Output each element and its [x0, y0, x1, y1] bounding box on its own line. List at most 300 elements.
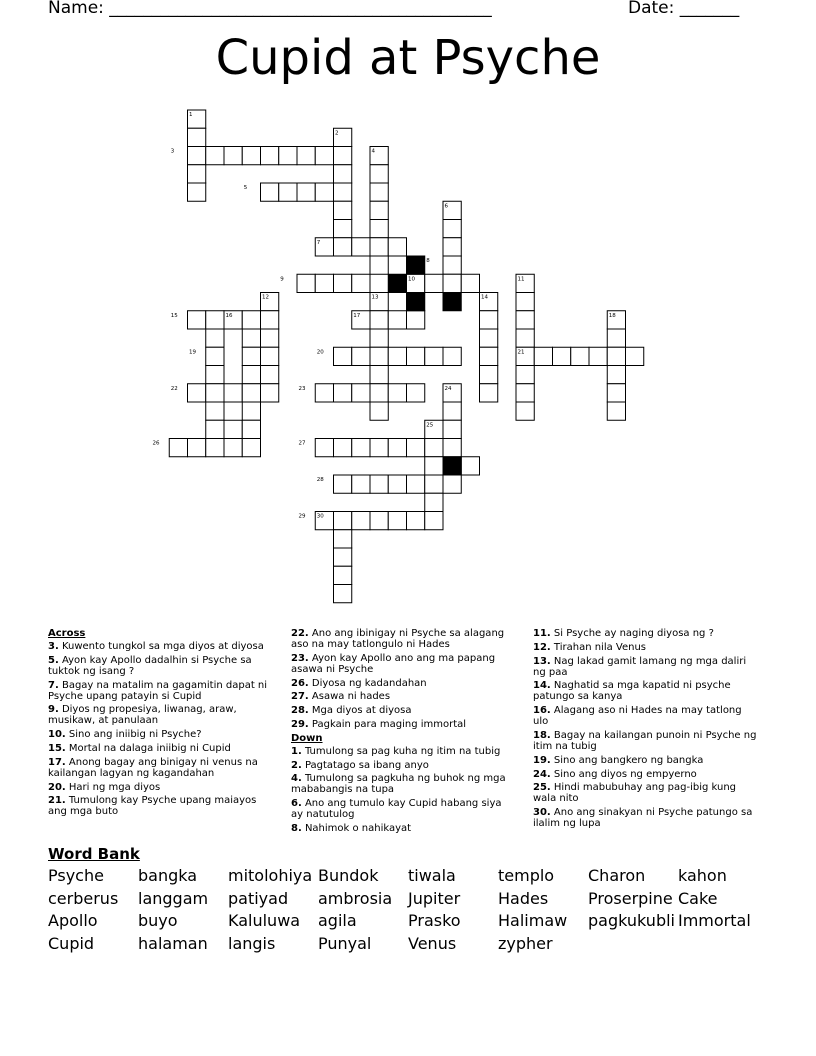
clue-text: Ano ang tumulo kay Cupid habang siya ay natutulog: [291, 798, 502, 821]
clue-number-29: 29: [298, 513, 306, 520]
clue-number: 17.: [48, 756, 66, 768]
grid-cell[interactable]: [352, 238, 370, 256]
clue-item: [291, 798, 515, 820]
grid-cell[interactable]: [334, 585, 352, 603]
clue-item: [291, 628, 515, 650]
clue-number-2: 2: [335, 130, 339, 137]
grid-cell[interactable]: [607, 329, 625, 347]
grid-cell[interactable]: [334, 475, 352, 493]
clue-item: [533, 769, 757, 780]
grid-cell[interactable]: [407, 475, 425, 493]
word-bank-item: Prasko: [408, 911, 461, 930]
word-bank-item: bangka: [138, 866, 198, 885]
grid-cell[interactable]: [443, 402, 461, 420]
grid-cell[interactable]: [242, 420, 260, 438]
clue-item: [533, 680, 757, 702]
clue-text: Ano ang sinakyan ni Psyche patungo sa ilalim ng lupa: [533, 807, 753, 830]
grid-cell[interactable]: [407, 311, 425, 329]
grid-cell[interactable]: [443, 238, 461, 256]
grid-cell[interactable]: [516, 402, 534, 420]
grid-cell[interactable]: [261, 384, 279, 402]
grid-cell[interactable]: [626, 347, 644, 365]
grid-cell[interactable]: [279, 147, 297, 165]
grid-cell[interactable]: [607, 347, 625, 365]
grid-cell[interactable]: [425, 475, 443, 493]
grid-cell[interactable]: [261, 366, 279, 384]
word-bank-item: Psyche: [48, 866, 104, 885]
grid-cell[interactable]: [334, 384, 352, 402]
grid-black-cell: [407, 256, 425, 274]
word-bank-item: Kaluluwa: [228, 911, 301, 930]
grid-cell[interactable]: [188, 384, 206, 402]
clue-number-13: 13: [371, 294, 379, 301]
grid-cell[interactable]: [334, 183, 352, 201]
grid-cell[interactable]: [297, 183, 315, 201]
grid-cell[interactable]: [261, 147, 279, 165]
clue-item: [533, 730, 757, 752]
grid-cell[interactable]: [370, 439, 388, 457]
word-bank-item: Proserpine: [588, 888, 673, 908]
grid-cell[interactable]: [224, 439, 242, 457]
grid-cell[interactable]: [370, 220, 388, 238]
grid-cell[interactable]: [443, 475, 461, 493]
grid-cell[interactable]: [242, 384, 260, 402]
grid-cell[interactable]: [370, 201, 388, 219]
clue-number-26: 26: [152, 440, 160, 447]
grid-cell[interactable]: [297, 147, 315, 165]
clue-number: 29.: [291, 718, 309, 730]
clue-number: 25.: [533, 782, 551, 794]
word-bank-title: Word Bank: [48, 845, 140, 863]
clue-number: 16.: [533, 705, 551, 717]
grid-cell[interactable]: [480, 311, 498, 329]
grid-cell[interactable]: [553, 347, 571, 365]
clue-number-8: 8: [426, 258, 430, 264]
clue-text: Sino ang diyos ng empyerno: [553, 768, 697, 780]
grid-cell[interactable]: [334, 530, 352, 548]
clue-number: 5.: [48, 654, 59, 666]
word-bank-item: cerberus: [48, 888, 119, 908]
grid-cell[interactable]: [370, 384, 388, 402]
clue-number: 1.: [291, 745, 302, 757]
clue-number-23: 23: [298, 385, 306, 392]
clue-text: Naghatid sa mga kapatid ni psyche patungo sa kanya: [533, 680, 731, 703]
word-bank-item: pagkukubli: [588, 911, 675, 930]
grid-cell[interactable]: [242, 347, 260, 365]
clue-number: 14.: [533, 680, 551, 692]
word-bank-item: Immortal: [678, 911, 751, 930]
grid-cell[interactable]: [206, 311, 224, 329]
clue-item: [48, 743, 276, 754]
clue-item: [48, 757, 276, 779]
grid-cell[interactable]: [480, 384, 498, 402]
clue-item: [291, 678, 515, 689]
grid-cell[interactable]: [407, 439, 425, 457]
clue-text: Bagay na kailangan punoin ni Psyche ng itim na tubig: [533, 729, 757, 752]
grid-cell[interactable]: [443, 256, 461, 274]
clue-text: Sino ang bangkero ng bangka: [553, 754, 704, 766]
word-bank-item: tiwala: [408, 866, 456, 885]
clue-number: 12.: [533, 641, 551, 653]
clue-number-19: 19: [189, 349, 196, 356]
clue-text: Tumulong sa pagkuha ng buhok ng mga mababangis na tupa: [291, 773, 506, 796]
word-bank-item: zypher: [498, 933, 553, 953]
clue-number: 19.: [533, 754, 551, 766]
clue-number-10: 10: [408, 276, 415, 283]
clue-text: Kuwento tungkol sa mga diyos at diyosa: [61, 641, 264, 652]
clue-item: [291, 746, 515, 757]
clue-number: 10.: [48, 729, 66, 741]
clue-item: [48, 655, 276, 677]
grid-black-cell: [443, 293, 461, 311]
clue-text: Tumulong kay Psyche upang maiayos ang mga buto: [48, 795, 257, 818]
grid-cell[interactable]: [388, 512, 406, 530]
word-bank-item: buyo: [138, 911, 178, 930]
clue-number: 8.: [291, 822, 302, 834]
clue-number: 24.: [533, 768, 551, 780]
clue-number-18: 18: [608, 312, 616, 319]
word-bank-item: agila: [318, 911, 357, 930]
grid-cell[interactable]: [334, 512, 352, 530]
grid-cell[interactable]: [261, 329, 279, 347]
clue-item: [533, 705, 757, 727]
clue-number-17: 17: [353, 312, 361, 319]
clue-item: [533, 782, 757, 804]
clue-number: 9.: [48, 704, 59, 716]
clue-number: 18.: [533, 729, 551, 741]
grid-cell[interactable]: [352, 512, 370, 530]
grid-cell[interactable]: [242, 147, 260, 165]
grid-cell[interactable]: [352, 274, 370, 292]
grid-cell[interactable]: [425, 493, 443, 511]
grid-cell[interactable]: [261, 311, 279, 329]
clue-item: [48, 795, 276, 817]
grid-cell[interactable]: [571, 347, 589, 365]
clue-number: 21.: [48, 795, 66, 807]
grid-cell[interactable]: [443, 439, 461, 457]
grid-cell[interactable]: [425, 347, 443, 365]
clue-item: [291, 691, 515, 702]
grid-cell[interactable]: [242, 311, 260, 329]
grid-cell[interactable]: [206, 329, 224, 347]
grid-cell[interactable]: [334, 147, 352, 165]
clue-item: [533, 656, 757, 678]
clue-number: 2.: [291, 759, 302, 771]
clue-number-28: 28: [316, 477, 324, 483]
clue-text: Sino ang iniibig ni Psyche?: [68, 729, 202, 741]
grid-cell[interactable]: [607, 384, 625, 402]
grid-cell[interactable]: [461, 457, 479, 475]
clue-number-4: 4: [371, 148, 375, 155]
grid-cell[interactable]: [443, 347, 461, 365]
grid-cell[interactable]: [407, 384, 425, 402]
clue-number-3: 3: [170, 148, 175, 155]
grid-cell[interactable]: [352, 347, 370, 365]
grid-cell[interactable]: [224, 420, 242, 438]
clue-item: [291, 823, 515, 834]
clue-item: [291, 705, 515, 716]
clue-number-24: 24: [444, 385, 452, 392]
clue-text: Nahimok o nahikayat: [304, 822, 412, 834]
clue-number-21: 21: [517, 349, 525, 356]
grid-cell[interactable]: [261, 183, 279, 201]
grid-cell[interactable]: [315, 183, 333, 201]
clue-item: [291, 653, 515, 675]
grid-black-cell: [443, 457, 461, 475]
grid-black-cell: [407, 293, 425, 311]
grid-cell[interactable]: [443, 220, 461, 238]
grid-cell[interactable]: [188, 147, 206, 165]
grid-cell[interactable]: [370, 183, 388, 201]
grid-cell[interactable]: [370, 366, 388, 384]
grid-cell[interactable]: [334, 165, 352, 183]
word-bank-item: langgam: [138, 888, 209, 908]
word-bank-item: Venus: [408, 933, 457, 953]
clue-number-30: 30: [316, 513, 324, 520]
grid-cell[interactable]: [480, 366, 498, 384]
clue-item: [48, 641, 276, 652]
clues-column-2: [291, 628, 515, 837]
grid-cell[interactable]: [334, 566, 352, 584]
grid-cell[interactable]: [370, 475, 388, 493]
grid-cell[interactable]: [443, 274, 461, 292]
clue-text: Si Psyche ay naging diyosa ng ?: [553, 628, 714, 639]
clue-number: 30.: [533, 807, 551, 819]
clue-number-22: 22: [170, 385, 178, 392]
grid-cell[interactable]: [607, 366, 625, 384]
word-bank-item: Bundok: [318, 866, 379, 885]
clue-text: Diyosa ng kadandahan: [311, 677, 427, 689]
clue-number: 23.: [291, 652, 309, 664]
grid-cell[interactable]: [352, 439, 370, 457]
grid-cell[interactable]: [297, 274, 315, 292]
clues-column-3: [533, 628, 757, 832]
grid-cell[interactable]: [315, 384, 333, 402]
grid-cell[interactable]: [334, 548, 352, 566]
word-bank-item: Apollo: [48, 911, 98, 930]
word-bank-item: Hades: [498, 888, 549, 908]
grid-cell[interactable]: [388, 238, 406, 256]
clue-text: Mortal na dalaga iniibig ni Cupid: [68, 742, 231, 754]
word-bank-item: Charon: [588, 866, 646, 885]
grid-cell[interactable]: [261, 347, 279, 365]
word-bank-item: halaman: [138, 933, 208, 953]
grid-cell[interactable]: [352, 475, 370, 493]
clue-text: Alagang aso ni Hades na may tatlong ulo: [533, 705, 742, 728]
grid-cell[interactable]: [388, 475, 406, 493]
grid-cell[interactable]: [334, 439, 352, 457]
clue-text: Pagkain para maging immortal: [311, 718, 467, 730]
grid-cell[interactable]: [224, 384, 242, 402]
grid-cell[interactable]: [279, 183, 297, 201]
grid-cell[interactable]: [188, 183, 206, 201]
grid-cell[interactable]: [388, 311, 406, 329]
grid-cell[interactable]: [516, 384, 534, 402]
grid-cell[interactable]: [370, 329, 388, 347]
grid-cell[interactable]: [242, 402, 260, 420]
grid-cell[interactable]: [370, 347, 388, 365]
clue-item: [533, 755, 757, 766]
clue-number-9: 9: [280, 276, 284, 283]
clue-text: Pagtatago sa ibang anyo: [304, 759, 429, 771]
grid-cell[interactable]: [370, 402, 388, 420]
clue-number-11: 11: [517, 276, 525, 283]
grid-cell[interactable]: [370, 256, 388, 274]
clue-number: 11.: [533, 628, 551, 639]
clue-number: 6.: [291, 798, 302, 810]
clue-item: [533, 807, 757, 829]
clue-number-27: 27: [298, 440, 306, 447]
grid-cell[interactable]: [388, 347, 406, 365]
grid-cell[interactable]: [370, 165, 388, 183]
grid-cell[interactable]: [425, 439, 443, 457]
clue-number-5: 5: [243, 185, 248, 191]
grid-cell[interactable]: [206, 147, 224, 165]
clue-item: [291, 760, 515, 771]
clue-text: Tirahan nila Venus: [553, 641, 647, 653]
clue-text: Anong bagay ang binigay ni venus na kailangan lagyan ng kagandahan: [48, 756, 258, 779]
word-bank-item: Halimaw: [498, 911, 568, 930]
grid-cell[interactable]: [480, 329, 498, 347]
clue-text: Asawa ni hades: [311, 691, 391, 703]
word-bank-item: Jupiter: [408, 888, 461, 908]
clue-item: [48, 729, 276, 740]
grid-cell[interactable]: [589, 347, 607, 365]
clue-text: Hari ng mga diyos: [68, 781, 161, 793]
clue-text: Bagay na matalim na gagamitin dapat ni Psyche upang patayin si Cupid: [48, 679, 268, 702]
word-bank-item: Punyal: [318, 933, 372, 953]
grid-cell[interactable]: [188, 165, 206, 183]
clue-number: 26.: [291, 677, 309, 689]
word-bank-item: Cupid: [48, 933, 95, 953]
grid-black-cell: [388, 274, 406, 292]
word-bank-item: langis: [228, 933, 276, 953]
grid-cell[interactable]: [516, 293, 534, 311]
clue-number: 27.: [291, 691, 309, 703]
grid-cell[interactable]: [188, 128, 206, 146]
grid-cell[interactable]: [169, 439, 187, 457]
clue-text: Nag lakad gamit lamang ng mga daliri ng paa: [533, 655, 747, 678]
clue-number-16: 16: [225, 312, 233, 319]
word-bank-item: patiyad: [228, 888, 289, 908]
clue-number: 22.: [291, 628, 309, 639]
grid-cell[interactable]: [206, 384, 224, 402]
clue-number: 4.: [291, 773, 302, 785]
grid-cell[interactable]: [334, 201, 352, 219]
grid-cell[interactable]: [334, 238, 352, 256]
grid-cell[interactable]: [407, 347, 425, 365]
clue-text: Mga diyos at diyosa: [311, 705, 412, 717]
clue-number-14: 14: [481, 294, 488, 301]
date-field-label[interactable]: Date: _______: [628, 0, 740, 18]
grid-cell[interactable]: [516, 329, 534, 347]
grid-cell[interactable]: [224, 147, 242, 165]
grid-cell[interactable]: [370, 311, 388, 329]
grid-cell[interactable]: [480, 347, 498, 365]
down-heading: Down: [291, 732, 323, 744]
clue-text: Ayon kay Apollo dadalhin si Psyche sa tuktok ng isang ?: [48, 654, 252, 677]
grid-cell[interactable]: [425, 274, 443, 292]
clue-number: 15.: [48, 742, 66, 754]
grid-cell[interactable]: [370, 512, 388, 530]
grid-cell[interactable]: [607, 402, 625, 420]
grid-cell[interactable]: [534, 347, 552, 365]
grid-cell[interactable]: [206, 366, 224, 384]
clue-number: 28.: [291, 705, 309, 717]
clue-item: [291, 773, 515, 795]
clue-number-6: 6: [444, 203, 448, 210]
clue-text: Ano ang ibinigay ni Psyche sa alagang aso na may tatlongulo ni Hades: [291, 628, 505, 650]
grid-cell[interactable]: [206, 420, 224, 438]
word-bank-item: ambrosia: [318, 888, 393, 908]
grid-cell[interactable]: [315, 147, 333, 165]
clue-text: Hindi mabubuhay ang pag-ibig kung wala nito: [533, 782, 737, 805]
across-heading: Across: [48, 628, 86, 639]
grid-cell[interactable]: [242, 439, 260, 457]
clue-text: Diyos ng propesiya, liwanag, araw, musikaw, at panulaan: [48, 704, 237, 727]
clue-text: Ayon kay Apollo ano ang ma papang asawa ni Psyche: [291, 652, 496, 675]
grid-cell[interactable]: [315, 439, 333, 457]
clue-number-15: 15: [170, 312, 178, 319]
word-bank-item: kahon: [678, 866, 727, 885]
grid-cell[interactable]: [370, 238, 388, 256]
name-field-label[interactable]: Name: _____________________________________________: [48, 0, 492, 18]
grid-cell[interactable]: [334, 274, 352, 292]
grid-cell[interactable]: [206, 347, 224, 365]
grid-cell[interactable]: [443, 420, 461, 438]
grid-cell[interactable]: [242, 329, 260, 347]
grid-cell[interactable]: [352, 384, 370, 402]
clue-item: [533, 628, 757, 639]
clue-item: [291, 719, 515, 730]
grid-cell[interactable]: [407, 512, 425, 530]
grid-cell[interactable]: [461, 274, 479, 292]
grid-cell[interactable]: [388, 439, 406, 457]
grid-cell[interactable]: [206, 439, 224, 457]
clue-number: 3.: [48, 641, 59, 652]
clue-number-20: 20: [316, 349, 324, 356]
clue-item: [48, 782, 276, 793]
word-bank-item: templo: [498, 866, 555, 885]
clue-number: 20.: [48, 781, 66, 793]
clues-column-1: [48, 628, 276, 820]
grid-cell[interactable]: [425, 457, 443, 475]
clue-number: 13.: [533, 655, 551, 667]
word-bank-item: mitolohiya: [228, 866, 313, 885]
grid-cell[interactable]: [188, 439, 206, 457]
grid-cell[interactable]: [516, 366, 534, 384]
page-title: Cupid at Psyche: [215, 30, 601, 86]
grid-cell[interactable]: [242, 366, 260, 384]
clue-number-12: 12: [262, 294, 269, 301]
grid-cell[interactable]: [315, 274, 333, 292]
clue-text: Tumulong sa pag kuha ng itim na tubig: [304, 745, 501, 757]
grid-cell[interactable]: [206, 402, 224, 420]
word-bank-item: Cake: [678, 888, 718, 908]
clue-item: [533, 642, 757, 653]
grid-cell[interactable]: [188, 311, 206, 329]
clue-item: [48, 680, 276, 702]
clue-number-7: 7: [316, 239, 321, 246]
clue-number-25: 25: [426, 422, 434, 429]
grid-cell[interactable]: [388, 384, 406, 402]
clue-item: [48, 704, 276, 726]
grid-cell[interactable]: [334, 220, 352, 238]
clue-number-1: 1: [189, 112, 193, 118]
grid-cell[interactable]: [516, 311, 534, 329]
grid-cell[interactable]: [425, 512, 443, 530]
grid-cell[interactable]: [334, 347, 352, 365]
